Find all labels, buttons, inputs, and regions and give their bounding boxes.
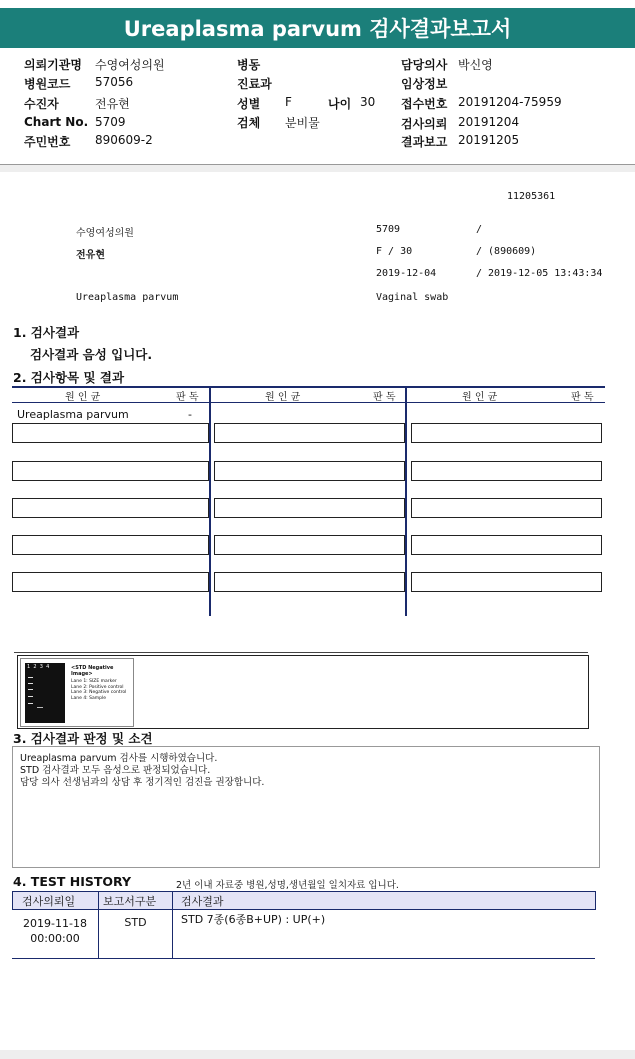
table-divider-1 — [209, 386, 211, 616]
gel-band — [28, 683, 33, 684]
result-cell — [411, 572, 602, 592]
header-info — [0, 54, 635, 164]
opinion-line: 담당 의사 선생님과의 상담 후 정기적인 검진을 권장합니다. — [20, 777, 265, 788]
history-col-type: 보고서구분 — [103, 895, 157, 908]
history-header-row — [12, 891, 596, 910]
gel-legend-item: Lane 2: Positive control — [71, 684, 124, 690]
label-age: 나이 — [328, 97, 352, 111]
label-specimen: 검체 — [237, 116, 261, 130]
result-cell — [214, 572, 405, 592]
gel-legend-item: Lane 1: SIZE marker — [71, 679, 117, 684]
label-request-date: 검사의뢰 — [401, 117, 448, 131]
history-table — [12, 891, 595, 959]
value-request-date: 20191204 — [458, 115, 520, 129]
gel-legend-item: Lane 4: Sample — [71, 695, 106, 701]
gel-legend-item: Lane 3: Negative control — [71, 690, 127, 695]
result-cell — [411, 535, 602, 555]
col-header-result-3: 판 독 — [571, 392, 594, 403]
label-institution: 의뢰기관명 — [24, 58, 82, 72]
item-result-first: - — [188, 408, 192, 421]
gel-panel — [17, 655, 589, 729]
col-header-name-3: 원 인 균 — [462, 392, 498, 403]
label-sex: 성별 — [237, 97, 261, 111]
report-specimen: Vaginal swab — [376, 292, 449, 303]
gel-image-frame — [20, 658, 134, 727]
gel-panel-top-rule — [14, 652, 588, 653]
value-resident-no: 890609-2 — [95, 133, 153, 147]
gel-band — [28, 703, 33, 704]
report-title: Ureaplasma parvum 검사결과보고서 — [0, 8, 635, 48]
label-doctor: 담당의사 — [401, 58, 448, 72]
value-institution: 수영여성의원 — [95, 58, 165, 72]
report-test-name: Ureaplasma parvum — [76, 292, 179, 303]
col-header-result-1: 판 독 — [176, 392, 199, 403]
table-header-rule — [12, 402, 605, 403]
history-row — [12, 909, 595, 957]
table-top-rule — [12, 386, 605, 388]
opinion-box — [12, 746, 600, 868]
value-chart-no: 5709 — [95, 115, 126, 129]
result-cell — [214, 498, 405, 518]
result-cell — [214, 461, 405, 481]
col-header-name-1: 원 인 균 — [65, 392, 101, 403]
value-doctor: 박신영 — [458, 58, 493, 72]
report-date-report: / 2019-12-05 13:43:34 — [476, 268, 603, 279]
opinion-text — [20, 753, 264, 789]
value-age: 30 — [360, 95, 376, 109]
report-patient: 전유현 — [76, 250, 105, 261]
page-gap — [0, 165, 635, 172]
value-receipt-no: 20191204-75959 — [458, 95, 562, 109]
opinion-line: STD 검사결과 모두 음성으로 판정되었습니다. — [20, 765, 211, 776]
result-cell — [411, 461, 602, 481]
section1-title: 1. 검사결과 — [13, 325, 80, 340]
result-cell — [12, 461, 209, 481]
history-time: 00:00:00 — [30, 932, 80, 945]
section3-title: 3. 검사결과 판정 및 소견 — [13, 731, 153, 746]
result-cell — [214, 535, 405, 555]
history-col-result: 검사결과 — [181, 895, 224, 908]
gel-band — [37, 707, 43, 708]
history-date: 2019-11-18 — [23, 917, 87, 930]
value-specimen: 분비물 — [285, 116, 320, 130]
label-receipt-no: 접수번호 — [401, 97, 448, 111]
label-clinical-info: 임상정보 — [401, 77, 448, 91]
report-birth: / (890609) — [476, 246, 537, 257]
history-col-date: 검사의뢰일 — [22, 895, 76, 908]
gel-band — [28, 677, 33, 678]
gel-image — [25, 663, 65, 723]
result-cell — [12, 423, 209, 443]
value-report-date: 20191205 — [458, 133, 520, 147]
value-sex: F — [285, 95, 292, 109]
col-header-name-2: 원 인 균 — [265, 392, 301, 403]
report-clinic: 수영여성의원 — [76, 228, 134, 239]
gel-title: <STD Negative Image> — [71, 665, 114, 677]
opinion-line: Ureaplasma parvum 검사를 시행하였습니다. — [20, 753, 218, 764]
history-bottom-rule — [12, 958, 595, 959]
item-name-first: Ureaplasma parvum — [17, 408, 129, 421]
history-date-cell — [12, 916, 98, 946]
history-type: STD — [124, 916, 147, 929]
label-ward: 병동 — [237, 58, 261, 72]
gel-band — [28, 689, 33, 690]
label-department: 진료과 — [237, 77, 272, 91]
result-cell — [12, 535, 209, 555]
label-report-date: 결과보고 — [401, 135, 448, 149]
table-divider-2 — [405, 386, 407, 616]
value-hospital-code: 57056 — [95, 75, 134, 89]
result-cell — [12, 498, 209, 518]
label-resident-no: 주민번호 — [24, 135, 71, 149]
result-cell — [214, 423, 405, 443]
report-sex-age: F / 30 — [376, 246, 413, 257]
col-header-result-2: 판 독 — [373, 392, 396, 403]
result-table — [0, 386, 635, 618]
value-patient: 전유현 — [95, 97, 130, 111]
section4-title: 4. TEST HISTORY — [13, 874, 132, 889]
label-hospital-code: 병원코드 — [24, 77, 71, 91]
label-patient: 수진자 — [24, 97, 59, 111]
report-chart: 5709 — [376, 224, 401, 235]
result-cell — [411, 423, 602, 443]
page-bottom-strip — [0, 1050, 635, 1059]
history-result: STD 7종(6종B+UP) : UP(+) — [181, 913, 326, 926]
history-note: 2년 이내 자료중 병원,성명,생년월일 일치자료 입니다. — [176, 880, 399, 891]
section2-title: 2. 검사항목 및 결과 — [13, 370, 125, 385]
gel-legend — [71, 679, 126, 701]
label-chart-no: Chart No. — [24, 115, 89, 129]
result-cell — [411, 498, 602, 518]
report-id: 11205361 — [507, 191, 556, 202]
gel-lane-numbers: 1 2 3 4 — [27, 664, 50, 670]
report-date-request: 2019-12-04 — [376, 268, 437, 279]
gel-band — [28, 696, 33, 697]
result-cell — [12, 572, 209, 592]
report-slash: / — [476, 224, 483, 235]
section1-result: 검사결과 음성 입니다. — [30, 347, 153, 362]
